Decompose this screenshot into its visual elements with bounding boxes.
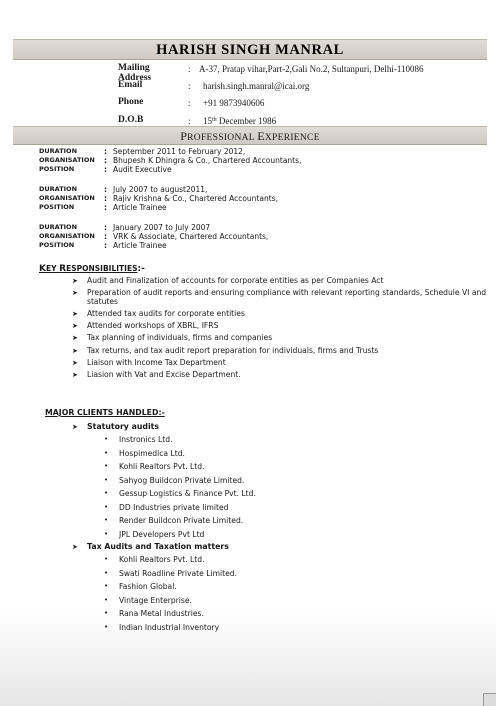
key-responsibilities-heading: [39, 264, 145, 274]
kr-ey: EY: [45, 264, 60, 273]
responsibility-text: Attended tax audits for corporate entities: [87, 308, 245, 318]
bullet-dot-icon: •: [104, 529, 109, 538]
bullet-dot-icon: •: [104, 435, 109, 443]
bullet-dot-icon: •: [104, 502, 109, 511]
phone-label: Phone: [118, 97, 144, 108]
dob-month-year: December 1986: [216, 115, 277, 126]
colon: :: [104, 223, 107, 232]
colon: :: [104, 203, 107, 212]
list-item: [104, 555, 237, 569]
bullet-dot-icon: •: [104, 475, 109, 484]
responsibility-text: Tax planning of individuals, firms and companies: [87, 333, 273, 343]
list-item: [104, 516, 256, 530]
pe-title-rofessional: ROFESSIONAL: [187, 133, 258, 143]
client-name: Render Buildcon Private Limited.: [119, 516, 244, 525]
list-item: [72, 347, 490, 355]
arrow-bullet-icon: ➤: [72, 289, 78, 298]
responsibility-text: Liaison with Income Tax Department: [87, 357, 226, 367]
list-item: [104, 623, 237, 637]
list-item: [104, 582, 237, 596]
email-colon: :: [188, 81, 191, 92]
bullet-dot-icon: •: [104, 462, 109, 470]
duration-label: DURATION: [39, 223, 78, 231]
kr-k: K: [39, 264, 46, 274]
client-name: Rana Metal Industries.: [119, 609, 204, 618]
colon: :: [104, 241, 107, 250]
duration-label: DURATION: [39, 147, 78, 155]
position-value: Audit Executive: [113, 165, 172, 174]
bullet-dot-icon: •: [104, 595, 109, 604]
responsibility-text: Audit and Finalization of accounts for corporate entities as per Companies Act: [87, 276, 384, 285]
mailing-address-colon: :: [188, 64, 191, 74]
organisation-value: Rajiv Krishna & Co., Chartered Accountants,: [113, 194, 278, 203]
bullet-dot-icon: •: [104, 489, 109, 497]
group-title: Statutory audits: [87, 422, 160, 431]
colon: :: [104, 194, 107, 203]
list-item: [104, 503, 256, 517]
organisation-label: ORGANISATION: [39, 232, 95, 240]
bullet-dot-icon: •: [104, 448, 109, 457]
organisation-value: VRK & Associate, Chartered Accountants,: [113, 232, 269, 241]
responsibility-text: Tax returns, and tax audit report preparation for individuals, firms and Trusts: [87, 345, 379, 355]
client-name: Fashion Global.: [119, 582, 177, 591]
position-label: POSITION: [39, 203, 75, 211]
tax-audits-client-list: [104, 555, 237, 636]
arrow-bullet-icon: ➤: [72, 423, 78, 431]
responsibility-text: Attended workshops of XBRL, IFRS: [87, 321, 219, 331]
client-name: DD Industries private limited: [119, 502, 229, 512]
list-item: [72, 277, 490, 285]
duration-value: January 2007 to July 2007: [113, 223, 211, 232]
client-name: Sahyog Buildcon Private Limited.: [119, 475, 245, 485]
phone-value: +91 9873940606: [203, 98, 265, 109]
list-item: [72, 310, 490, 318]
list-item: [72, 334, 490, 342]
tax-audits-heading: [72, 542, 229, 551]
group-title: Tax Audits and Taxation matters: [87, 542, 229, 551]
client-name: Vintage Enterprise.: [119, 595, 192, 605]
client-name: JPL Developers Pvt Ltd: [119, 529, 205, 539]
list-item: [72, 359, 490, 367]
list-item: [104, 462, 256, 476]
major-clients-heading: MAJOR CLIENTS HANDLED:-: [45, 408, 165, 417]
arrow-bullet-icon: ➤: [72, 346, 78, 355]
colon: :: [104, 165, 107, 174]
phone-colon: :: [188, 98, 191, 109]
bullet-dot-icon: •: [104, 622, 109, 631]
statutory-audits-client-list: [104, 435, 256, 543]
dob-suffix: th: [212, 116, 217, 123]
list-item: [104, 609, 237, 623]
position-label: POSITION: [39, 241, 75, 249]
bullet-dot-icon: •: [104, 568, 109, 577]
client-name: Kohli Realtors Pvt. Ltd.: [119, 555, 205, 564]
colon: :: [104, 147, 107, 156]
dob-label: D.O.B: [118, 114, 144, 125]
list-item: [104, 530, 256, 544]
client-name: Swati Roadline Private Limited.: [119, 568, 237, 578]
arrow-bullet-icon: ➤: [72, 277, 78, 285]
professional-experience-title: [13, 129, 487, 144]
client-name: Kohli Realtors Pvt. Ltd.: [119, 462, 205, 471]
responsibilities-list: [72, 277, 490, 384]
organisation-label: ORGANISATION: [39, 156, 95, 164]
client-name: Gessup Logistics & Finance Pvt. Ltd.: [119, 489, 256, 498]
colon: :: [104, 156, 107, 165]
kr-r: R: [59, 264, 67, 274]
dob-value: [203, 116, 276, 126]
candidate-name: HARISH SINGH MANRAL: [156, 42, 344, 58]
colon: :: [104, 232, 107, 241]
arrow-bullet-icon: ➤: [72, 322, 78, 331]
list-item: [104, 596, 237, 610]
mailing-address-value: A-37, Pratap vihar,Part-2,Gali No.2, Sultanpuri, Delhi-110086: [199, 64, 424, 74]
client-name: Hospimedica Ltd.: [119, 448, 185, 458]
duration-label: DURATION: [39, 185, 78, 193]
dob-day: 15: [203, 115, 212, 126]
pe-title-xperience: XPERIENCE: [264, 133, 320, 143]
statutory-audits-heading: [72, 422, 159, 431]
list-item: [104, 569, 237, 583]
kr-suffix: :-: [137, 264, 145, 274]
bullet-dot-icon: •: [104, 516, 109, 524]
list-item: [104, 476, 256, 490]
list-item: [72, 289, 490, 305]
mailing-address-label: Mailing Address: [118, 63, 152, 83]
pe-title-p: P: [180, 129, 188, 143]
name-heading-bar: [13, 39, 487, 60]
position-label: POSITION: [39, 165, 75, 173]
responsibility-text: Liasion with Vat and Excise Department.: [87, 370, 241, 380]
organisation-label: ORGANISATION: [39, 194, 95, 202]
email-label: Email: [118, 80, 143, 91]
resize-corner: [483, 693, 496, 706]
colon: :: [104, 185, 107, 194]
arrow-bullet-icon: ➤: [72, 334, 78, 343]
email-value: harish.singh.manral@icai.org: [203, 81, 310, 92]
professional-experience-bar: [13, 126, 487, 145]
list-item: [104, 449, 256, 463]
duration-value: September 2011 to February 2012,: [113, 147, 246, 156]
list-item: [104, 435, 256, 449]
position-value: Article Trainee: [113, 203, 167, 212]
client-name: Instronics Ltd.: [119, 435, 173, 444]
pe-title-e: E: [257, 129, 265, 143]
list-item: [72, 322, 490, 330]
dob-colon: :: [188, 115, 191, 126]
organisation-value: Bhupesh K Dhingra & Co., Chartered Accountants,: [113, 156, 302, 165]
list-item: [72, 371, 490, 379]
bullet-dot-icon: •: [104, 609, 109, 617]
responsibility-text: Preparation of audit reports and ensuring compliance with relevant reporting standards, Schedule VI and statutes: [87, 288, 487, 306]
arrow-bullet-icon: ➤: [72, 543, 78, 551]
duration-value: July 2007 to august2011,: [113, 185, 208, 194]
list-item: [104, 489, 256, 503]
position-value: Article Trainee: [113, 241, 167, 250]
arrow-bullet-icon: ➤: [72, 358, 78, 367]
kr-esponsibilities: ESPONSIBILITIES: [66, 264, 138, 273]
client-name: Indian Industrial Inventory: [119, 622, 220, 632]
bullet-dot-icon: •: [104, 582, 109, 590]
arrow-bullet-icon: ➤: [72, 371, 78, 380]
bullet-dot-icon: •: [104, 555, 109, 563]
arrow-bullet-icon: ➤: [72, 309, 78, 318]
